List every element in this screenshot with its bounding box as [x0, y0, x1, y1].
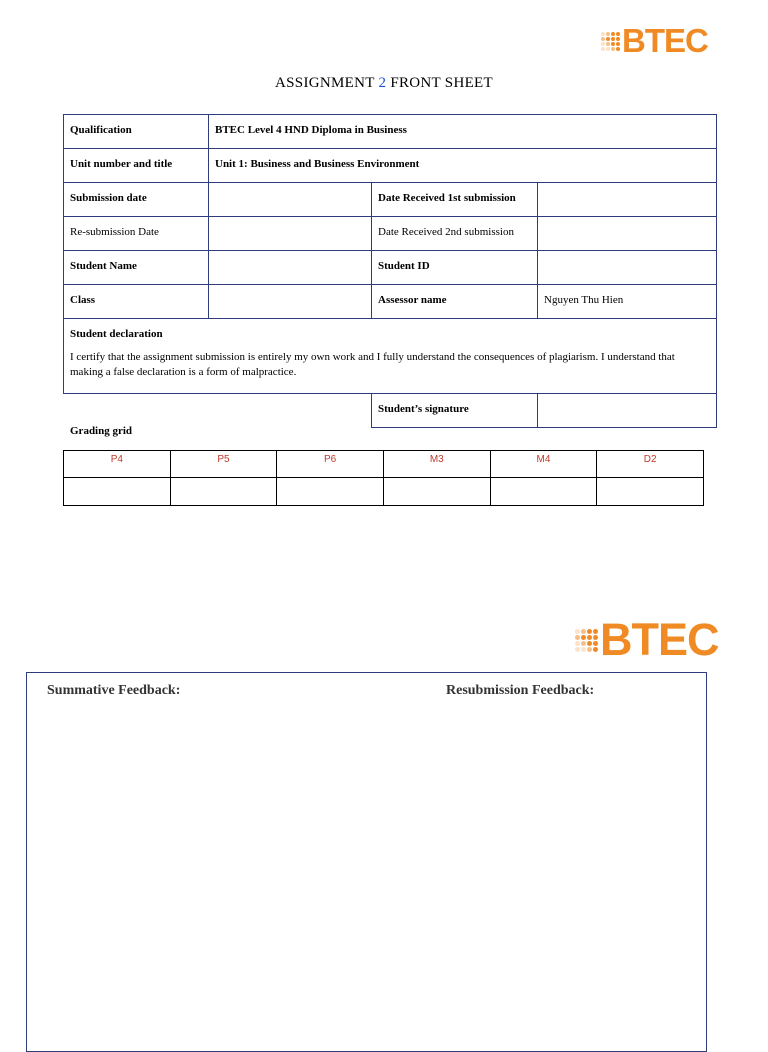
feedback-box[interactable] — [26, 672, 707, 1052]
grade-cell-m4[interactable] — [490, 478, 597, 506]
table-row — [64, 319, 717, 394]
table-row — [64, 217, 717, 251]
table-row — [64, 394, 717, 428]
logo-dots-icon — [575, 629, 598, 652]
table-row — [64, 251, 717, 285]
student-id-field[interactable] — [538, 251, 717, 285]
signature-label: Student’s signature — [372, 394, 538, 428]
grade-cell-p6[interactable] — [277, 478, 384, 506]
class-field[interactable] — [209, 285, 372, 319]
front-sheet-table — [63, 114, 717, 428]
date-received-1-label: Date Received 1st submission — [372, 183, 538, 217]
submission-date-field[interactable] — [209, 183, 372, 217]
logo-dots-icon — [601, 32, 620, 51]
date-received-1-field[interactable] — [538, 183, 717, 217]
declaration-text: I certify that the assignment submission is entirely my own work and I fully understand the consequences of plagiarism. I understand that making a false declaration is a form of malpractice. — [70, 351, 675, 378]
student-name-label: Student Name — [64, 251, 209, 285]
grading-grid-label: Grading grid — [70, 425, 133, 437]
assessor-field[interactable]: Nguyen Thu Hien — [538, 285, 717, 319]
assessor-label: Assessor name — [372, 285, 538, 319]
grade-header-m4: M4 — [490, 451, 597, 478]
grade-header-p5: P5 — [170, 451, 277, 478]
grading-grid — [63, 450, 704, 506]
grade-cell-p4[interactable] — [64, 478, 171, 506]
table-row — [64, 183, 717, 217]
grade-cell-d2[interactable] — [597, 478, 704, 506]
grade-header-p6: P6 — [277, 451, 384, 478]
table-row — [64, 115, 717, 149]
resubmission-feedback-label: Resubmission Feedback: — [446, 683, 595, 698]
btec-logo — [575, 614, 719, 666]
summative-feedback-label: Summative Feedback: — [47, 683, 181, 698]
qualification-value: BTEC Level 4 HND Diploma in Business — [209, 115, 717, 149]
grade-cell-p5[interactable] — [170, 478, 277, 506]
title-suffix: FRONT SHEET — [386, 75, 493, 91]
grade-header-m3: M3 — [383, 451, 490, 478]
student-name-field[interactable] — [209, 251, 372, 285]
grade-header-d2: D2 — [597, 451, 704, 478]
logo-text: BTEC — [622, 22, 708, 59]
date-received-2-field[interactable] — [538, 217, 717, 251]
grading-value-row — [64, 478, 704, 506]
logo-text: BTEC — [600, 614, 719, 665]
blank-cell — [64, 394, 372, 428]
date-received-2-label: Date Received 2nd submission — [372, 217, 538, 251]
class-label: Class — [64, 285, 209, 319]
page-title — [0, 75, 768, 92]
grade-header-p4: P4 — [64, 451, 171, 478]
unit-label: Unit number and title — [64, 149, 209, 183]
table-row — [64, 285, 717, 319]
grading-header-row — [64, 451, 704, 478]
qualification-label: Qualification — [64, 115, 209, 149]
table-row — [64, 149, 717, 183]
submission-date-label: Submission date — [64, 183, 209, 217]
btec-logo — [601, 22, 708, 60]
assignment-number: 2 — [378, 75, 387, 91]
declaration-title: Student declaration — [70, 328, 163, 340]
title-prefix: ASSIGNMENT — [275, 75, 379, 91]
student-id-label: Student ID — [372, 251, 538, 285]
declaration-cell — [64, 319, 717, 394]
resubmission-date-label: Re-submission Date — [64, 217, 209, 251]
grade-cell-m3[interactable] — [383, 478, 490, 506]
resubmission-date-field[interactable] — [209, 217, 372, 251]
unit-value: Unit 1: Business and Business Environment — [209, 149, 717, 183]
signature-field[interactable] — [538, 394, 717, 428]
